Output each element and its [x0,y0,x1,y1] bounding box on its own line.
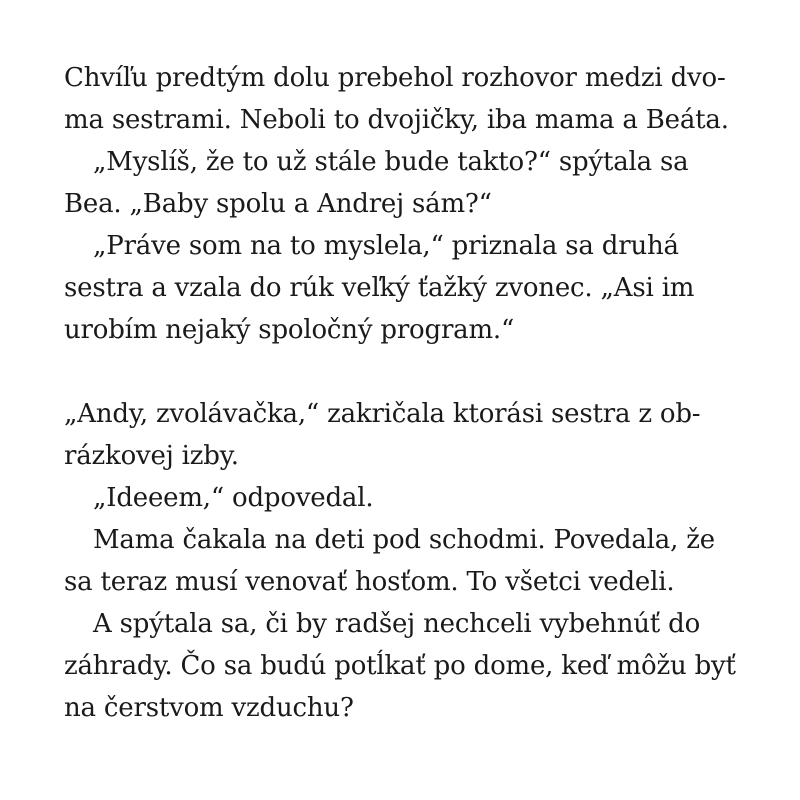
text-line: „Myslíš, že to už stále bude takto?“ spýtala sa [93,147,689,177]
text-line: Mama čakala na deti pod schodmi. Povedala, že [93,525,715,555]
text-line: A spýtala sa, či by radšej nechceli vybehnúť do [93,609,701,639]
text-line: Chvíľu predtým dolu prebehol rozhovor medzi dvo- [64,63,726,93]
text-line: ma sestrami. Neboli to dvojičky, iba mama a Beáta. [64,105,729,135]
text-line: urobím nejaký spoločný program.“ [64,315,515,345]
text-line: „Andy, zvolávačka,“ zakričala ktorási sestra z ob- [64,399,701,429]
text-line: sa teraz musí venovať hosťom. To všetci vedeli. [64,567,675,597]
text-line: rázkovej izby. [64,441,239,471]
text-line: „Ideeem,“ odpovedal. [93,483,374,513]
text-line: Bea. „Baby spolu a Andrej sám?“ [64,189,492,219]
text-line: záhrady. Čo sa budú potĺkať po dome, keď môžu byť [64,651,736,681]
text-line: na čerstvom vzduchu? [64,693,354,723]
text-line: sestra a vzala do rúk veľký ťažký zvonec. „Asi im [64,273,695,303]
text-line: „Práve som na to myslela,“ priznala sa druhá [93,231,679,261]
